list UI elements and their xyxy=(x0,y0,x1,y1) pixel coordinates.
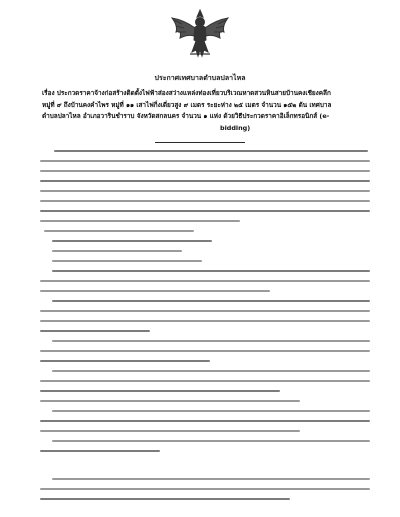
text-line-placeholder xyxy=(40,350,370,352)
text-line-placeholder xyxy=(40,430,300,432)
text-line-placeholder xyxy=(40,400,300,402)
text-line-placeholder xyxy=(52,340,370,342)
subject-line: ตำบลปลาไหล อำเภอวารินชำราบ จังหวัดสกลนคร จำนวน ๑ แห่ง ด้วยวิธีประกวดราคาอิเล็กทรอนิกส์ (e- xyxy=(42,112,330,120)
text-line-placeholder xyxy=(40,200,370,202)
text-line-placeholder xyxy=(40,330,150,332)
text-line-placeholder xyxy=(52,260,202,262)
text-line-placeholder xyxy=(54,150,368,152)
text-line-placeholder xyxy=(52,250,182,252)
body-paragraph-placeholder xyxy=(40,0,370,517)
text-line-placeholder xyxy=(40,320,370,322)
subject-line: bidding) xyxy=(220,123,251,132)
text-line-placeholder xyxy=(52,270,370,272)
text-line-placeholder xyxy=(40,220,240,222)
text-line-placeholder xyxy=(40,360,210,362)
text-line-placeholder xyxy=(40,310,370,312)
subject-line: หมู่ที่ ๙ ถึงบ้านคงคำไพร หมู่ที่ ๑๑ เสาไฟกิ่งเดี่ยวสูง ๙ เมตร ระยะห่าง ๒๕ เมตร จำนวน ๑๕๒ ต้น เทศบาล xyxy=(42,100,332,109)
text-line-placeholder xyxy=(44,230,194,232)
text-line-placeholder xyxy=(52,370,370,372)
issuing-authority: ประกาศเทศบาลตำบลปลาไหล xyxy=(154,74,246,82)
text-line-placeholder xyxy=(52,240,212,242)
text-line-placeholder xyxy=(52,478,370,480)
text-line-placeholder xyxy=(40,390,280,392)
text-line-placeholder xyxy=(40,170,370,172)
text-line-placeholder xyxy=(40,190,370,192)
text-line-placeholder xyxy=(40,450,160,452)
text-line-placeholder xyxy=(52,300,370,302)
subject-line: เรื่อง ประกวดราคาจ้างก่อสร้างติดตั้งไฟฟ้าส่องสว่างแหล่งท่องเที่ยวบริเวณหาดสวนหินสายบ้านคงเชียงคลึก xyxy=(42,89,331,97)
text-line-placeholder xyxy=(40,280,370,282)
text-line-placeholder xyxy=(40,180,370,182)
text-line-placeholder xyxy=(52,440,370,442)
text-line-placeholder xyxy=(40,420,370,422)
text-line-placeholder xyxy=(40,290,270,292)
text-line-placeholder xyxy=(40,488,370,490)
text-line-placeholder xyxy=(40,380,370,382)
text-line-placeholder xyxy=(40,160,370,162)
text-line-placeholder xyxy=(40,498,290,500)
text-line-placeholder xyxy=(40,210,370,212)
text-line-placeholder xyxy=(52,410,370,412)
